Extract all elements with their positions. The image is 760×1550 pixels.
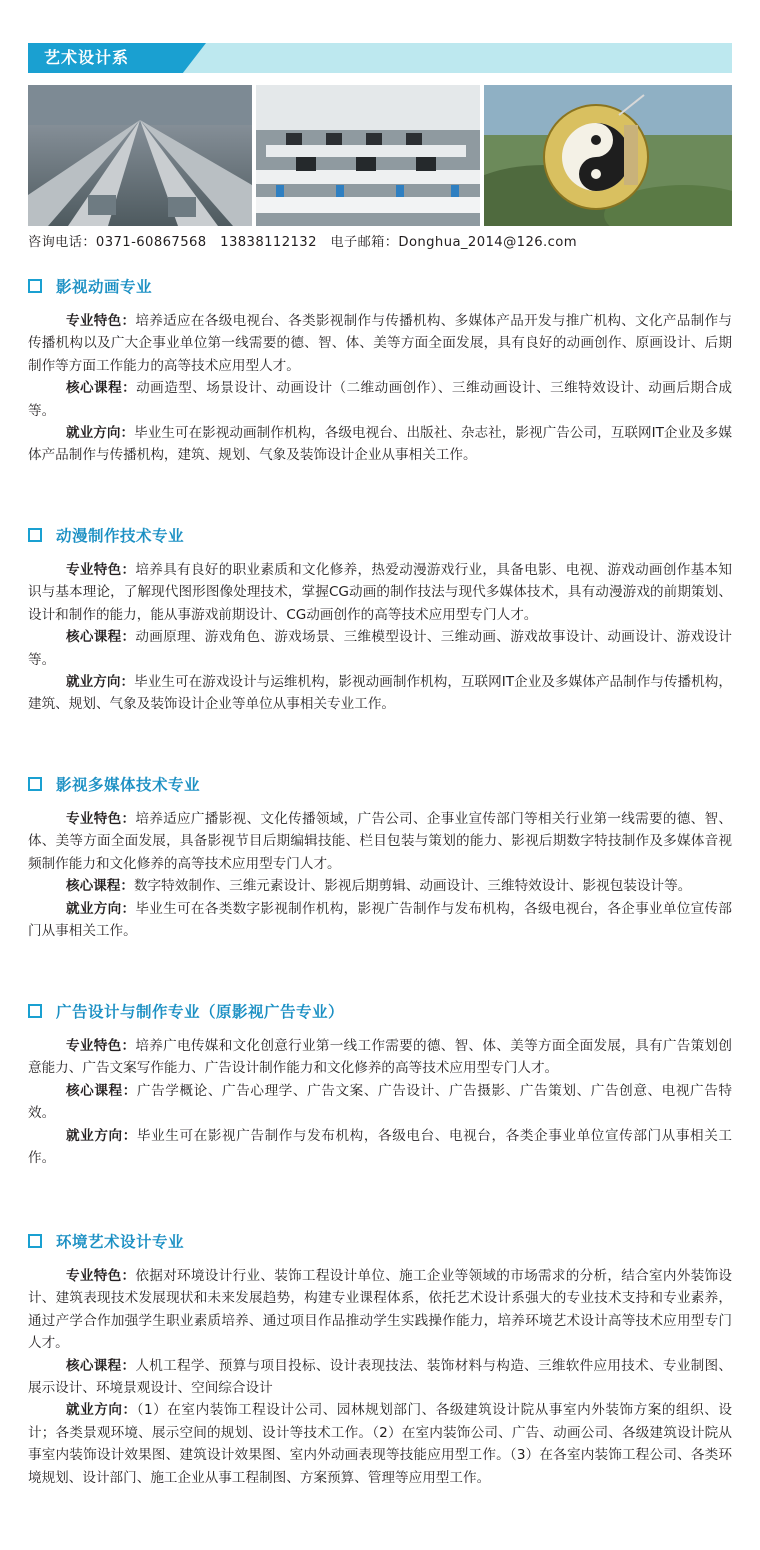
section-title-row <box>28 276 732 298</box>
features-label: 专业特色： <box>66 1268 136 1284</box>
features-label: 专业特色： <box>66 313 136 329</box>
career-paragraph <box>28 1125 732 1170</box>
features-paragraph <box>28 1265 732 1355</box>
features-text: 培养适应广播影视、文化传播领域，广告公司、企事业宣传部门等相关行业第一线需要的德、智、体、美等方面全面发展，具备影视节目后期编辑技能、栏目包装与策划的能力、影视后期数字特技制作及多媒体音视频制作能力和文化修养的高等技术应用型专门人才。 <box>28 811 732 872</box>
photo-animation-lab <box>28 85 252 226</box>
section-multimedia <box>28 774 732 942</box>
section-title-row <box>28 774 732 796</box>
courses-paragraph <box>28 1080 732 1125</box>
career-label: 就业方向： <box>66 900 136 917</box>
features-label: 专业特色： <box>66 562 136 578</box>
section-animation-tech <box>28 525 732 716</box>
courses-text: 动画造型、场景设计、动画设计（二维动画创作）、三维动画设计、三维特效设计、动画后期合成等。 <box>28 380 733 419</box>
checkbox-icon <box>28 528 42 542</box>
department-header <box>28 43 732 73</box>
career-text: 毕业生可在游戏设计与运维机构，影视动画制作机构，互联网IT企业及多媒体产品制作与传播机构，建筑、规划、气象及装饰设计企业等单位从事相关专业工作。 <box>28 674 732 713</box>
features-label: 专业特色： <box>66 811 136 827</box>
features-paragraph <box>28 808 732 875</box>
section-environment <box>28 1231 732 1489</box>
section-title-row <box>28 1001 732 1023</box>
section-advertising <box>28 1001 732 1169</box>
career-paragraph <box>28 898 732 943</box>
checkbox-icon <box>28 1234 42 1248</box>
career-label: 就业方向： <box>66 1127 137 1144</box>
section-title-row <box>28 1231 732 1253</box>
checkbox-icon <box>28 777 42 791</box>
career-label: 就业方向： <box>66 674 135 691</box>
section-animation <box>28 276 732 467</box>
features-text: 依据对环境设计行业、装饰工程设计单位、施工企业等领域的市场需求的分析，结合室内外装饰设计、建筑表现技术发展现状和未来发展趋势，构建专业课程体系，依托艺术设计系强大的专业技术支持和专业素养，通过产学合作加强学生职业素质培养、通过项目作品推动学生实践操作能力，培养环境艺术设计高等技术应用型专门人才。 <box>28 1268 732 1352</box>
section-title: 动漫制作技术专业 <box>56 527 185 545</box>
contact-info: 咨询电话：0371-60867568 13838112132 电子邮箱：Donghua_2014@126.com <box>28 235 578 250</box>
courses-label: 核心课程： <box>66 1357 136 1374</box>
features-text: 培养具有良好的职业素质和文化修养，热爱动漫游戏行业，具备电影、电视、游戏动画创作基本知识与基本理论，了解现代图形图像处理技术，掌握CG动画的制作技法与现代多媒体技术，具有动漫游戏的前期策划、设计和制作的能力，能从事游戏前期设计、CG动画创作的高等技术应用型专门人才。 <box>28 562 732 623</box>
career-text: 毕业生可在影视动画制作机构，各级电视台、出版社、杂志社，影视广告公司，互联网IT企业及多媒体产品制作与传播机构，建筑、规划、气象及装饰设计企业从事相关工作。 <box>28 425 732 464</box>
checkbox-icon <box>28 1004 42 1018</box>
courses-paragraph <box>28 626 732 671</box>
courses-paragraph <box>28 1355 732 1400</box>
features-text: 培养适应在各级电视台、各类影视制作与传播机构、多媒体产品开发与推广机构、文化产品制作与传播机构以及广大企事业单位第一线需要的德、智、体、美等方面全面发展，具有良好的动画创作、原画设计、后期制作等方面工作能力的高等技术应用型人才。 <box>28 313 732 374</box>
courses-text: 数字特效制作、三维元素设计、影视后期剪辑、动画设计、三维特效设计、影视包装设计等。 <box>133 878 692 895</box>
career-label: 就业方向： <box>66 1402 137 1419</box>
courses-text: 人机工程学、预算与项目投标、设计表现技法、装饰材料与构造、三维软件应用技术、专业制图、展示设计、环境景观设计、空间综合设计 <box>28 1357 732 1397</box>
section-title: 广告设计与制作专业（原影视广告专业） <box>56 1003 345 1021</box>
career-text: （1）在室内装饰工程设计公司、园林规划部门、各级建筑设计院从事室内外装饰方案的组织、设计；各类景观环境、展示空间的规划、设计等技术工作。（2）在室内装饰公司、广告、动画公司、各级建筑设计院从事室内装饰设计效果图、建筑设计效果图、室内外动画表现等技能应用型工作。（3）在各室内装饰工程公司、各类环境规划、设计部门、施工企业从事工程制图、方案预算、管理等应用型工作。 <box>28 1402 732 1486</box>
courses-text: 广告学概论、广告心理学、广告文案、广告设计、广告摄影、广告策划、广告创意、电视广告特效。 <box>28 1082 733 1122</box>
courses-text: 动画原理、游戏角色、游戏场景、三维模型设计、三维动画、游戏故事设计、动画设计、游戏设计等。 <box>28 629 732 668</box>
career-text: 毕业生可在影视广告制作与发布机构，各级电台、电视台，各类企事业单位宣传部门从事相关工作。 <box>28 1127 733 1167</box>
section-title: 环境艺术设计专业 <box>56 1233 185 1251</box>
career-text: 毕业生可在各类数字影视制作机构，影视广告制作与发布机构，各级电视台，各企事业单位宣传部门从事相关工作。 <box>28 900 732 940</box>
courses-paragraph <box>28 875 732 897</box>
career-paragraph <box>28 1399 732 1489</box>
courses-paragraph <box>28 377 732 422</box>
features-paragraph <box>28 559 732 626</box>
career-label: 就业方向： <box>66 425 135 442</box>
section-title-row <box>28 525 732 547</box>
photo-animation-art <box>484 85 732 226</box>
department-title: 艺术设计系 <box>44 48 130 67</box>
courses-label: 核心课程： <box>66 1082 137 1099</box>
features-paragraph <box>28 1035 732 1080</box>
features-paragraph <box>28 310 732 377</box>
section-title: 影视动画专业 <box>56 278 153 296</box>
courses-label: 核心课程： <box>66 380 137 397</box>
features-label: 专业特色： <box>66 1038 136 1054</box>
courses-label: 核心课程： <box>66 629 136 646</box>
checkbox-icon <box>28 279 42 293</box>
courses-label: 核心课程： <box>66 878 134 895</box>
career-paragraph <box>28 422 732 467</box>
photo-computer-room <box>256 85 480 226</box>
features-text: 培养广电传媒和文化创意行业第一线工作需要的德、智、体、美等方面全面发展，具有广告策划创意能力、广告文案写作能力、广告设计制作能力和文化修养的高等技术应用型专门人才。 <box>28 1038 732 1077</box>
section-title: 影视多媒体技术专业 <box>56 776 201 794</box>
career-paragraph <box>28 671 732 716</box>
